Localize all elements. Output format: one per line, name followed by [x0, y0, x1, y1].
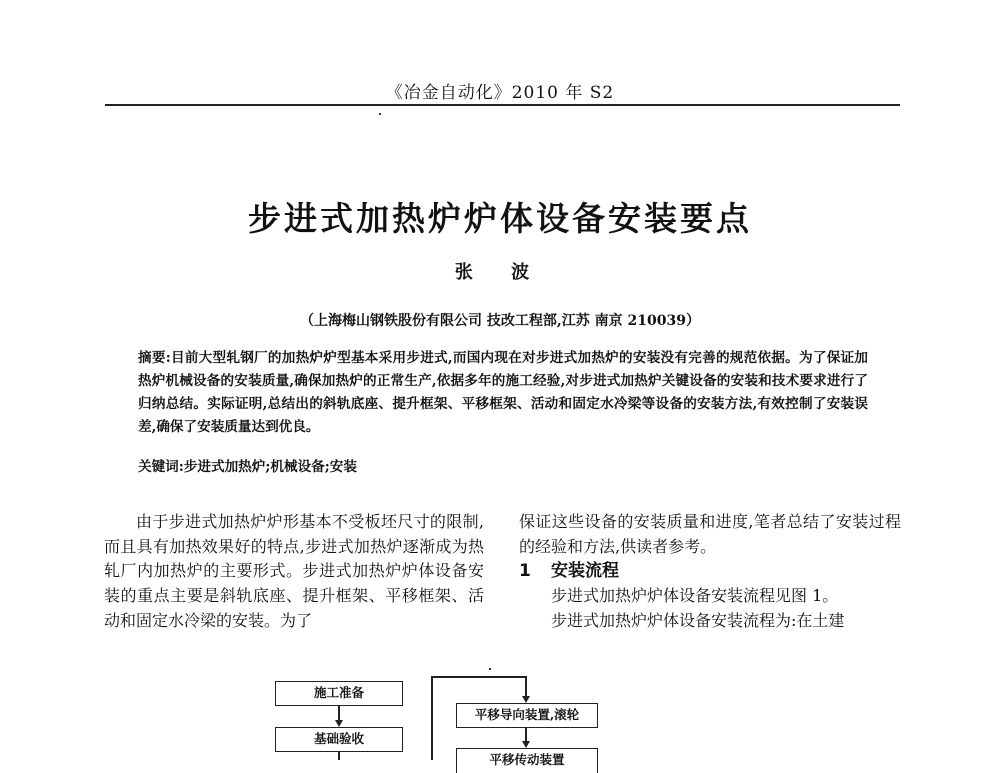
header-rule	[105, 104, 900, 106]
section-paragraph-2: 步进式加热炉炉体设备安装流程为:在土建	[551, 610, 845, 630]
flow-box-translation-guide: 平移导向装置,滚轮	[456, 703, 598, 728]
flow-branch-line	[431, 676, 433, 760]
body-right-column	[519, 510, 901, 634]
body-left-column	[104, 510, 484, 634]
article-title: 步进式加热炉炉体设备安装要点	[248, 199, 752, 238]
section-heading	[519, 559, 901, 584]
flow-branch-line	[431, 676, 526, 678]
flow-arrow	[522, 741, 530, 748]
section-title: 安装流程	[551, 561, 619, 582]
abstract	[138, 347, 868, 439]
section-number: 1	[519, 561, 531, 582]
speck	[379, 113, 381, 115]
article-affiliation: （上海梅山钢铁股份有限公司 技改工程部,江苏 南京 210039）	[300, 313, 700, 329]
speck-2	[489, 668, 491, 670]
flow-connector	[338, 752, 340, 760]
abstract-text: 目前大型轧钢厂的加热炉炉型基本采用步进式,而国内现在对步进式加热炉的安装没有完善的规范依据。为了保证加热炉机械设备的安装质量,确保加热炉的正常生产,依据多年的施工经验,对步进式加热炉关键设备的安装和技术要求进行了归纳总结。实际证明,总结出的斜轨底座、提升框架、平移框架、活动和固定水冷梁等设备的安装方法,有效控制了安装误差,确保了安装质量达到优良。	[138, 350, 868, 435]
section-paragraph-1: 步进式加热炉炉体设备安装流程见图 1。	[551, 586, 839, 606]
flow-connector	[525, 676, 527, 698]
flow-box-construction-prep: 施工准备	[275, 681, 403, 706]
keywords-text: 步进式加热炉;机械设备;安装	[183, 459, 357, 475]
flow-arrow	[522, 696, 530, 703]
keywords	[138, 455, 868, 475]
journal-header: 《冶金自动化》2010 年 S2	[385, 83, 615, 103]
keywords-label: 关键词:	[138, 459, 184, 475]
right-paragraph: 保证这些设备的安装质量和进度,笔者总结了安装过程的经验和方法,供读者参考。	[519, 512, 901, 556]
flow-box-translation-drive: 平移传动装置	[456, 748, 598, 773]
flow-box-foundation-check: 基础验收	[275, 727, 403, 752]
left-paragraph: 由于步进式加热炉炉形基本不受板坯尺寸的限制,而且具有加热效果好的特点,步进式加热炉逐渐成为热轧厂内加热炉的主要形式。步进式加热炉炉体设备安装的重点主要是斜轨底座、提升框架、平移框架、活动和固定水冷梁的安装。为了	[104, 512, 484, 630]
abstract-label: 摘要:	[138, 350, 171, 366]
flow-arrow	[335, 720, 343, 727]
article-author: 张 波	[454, 262, 546, 283]
